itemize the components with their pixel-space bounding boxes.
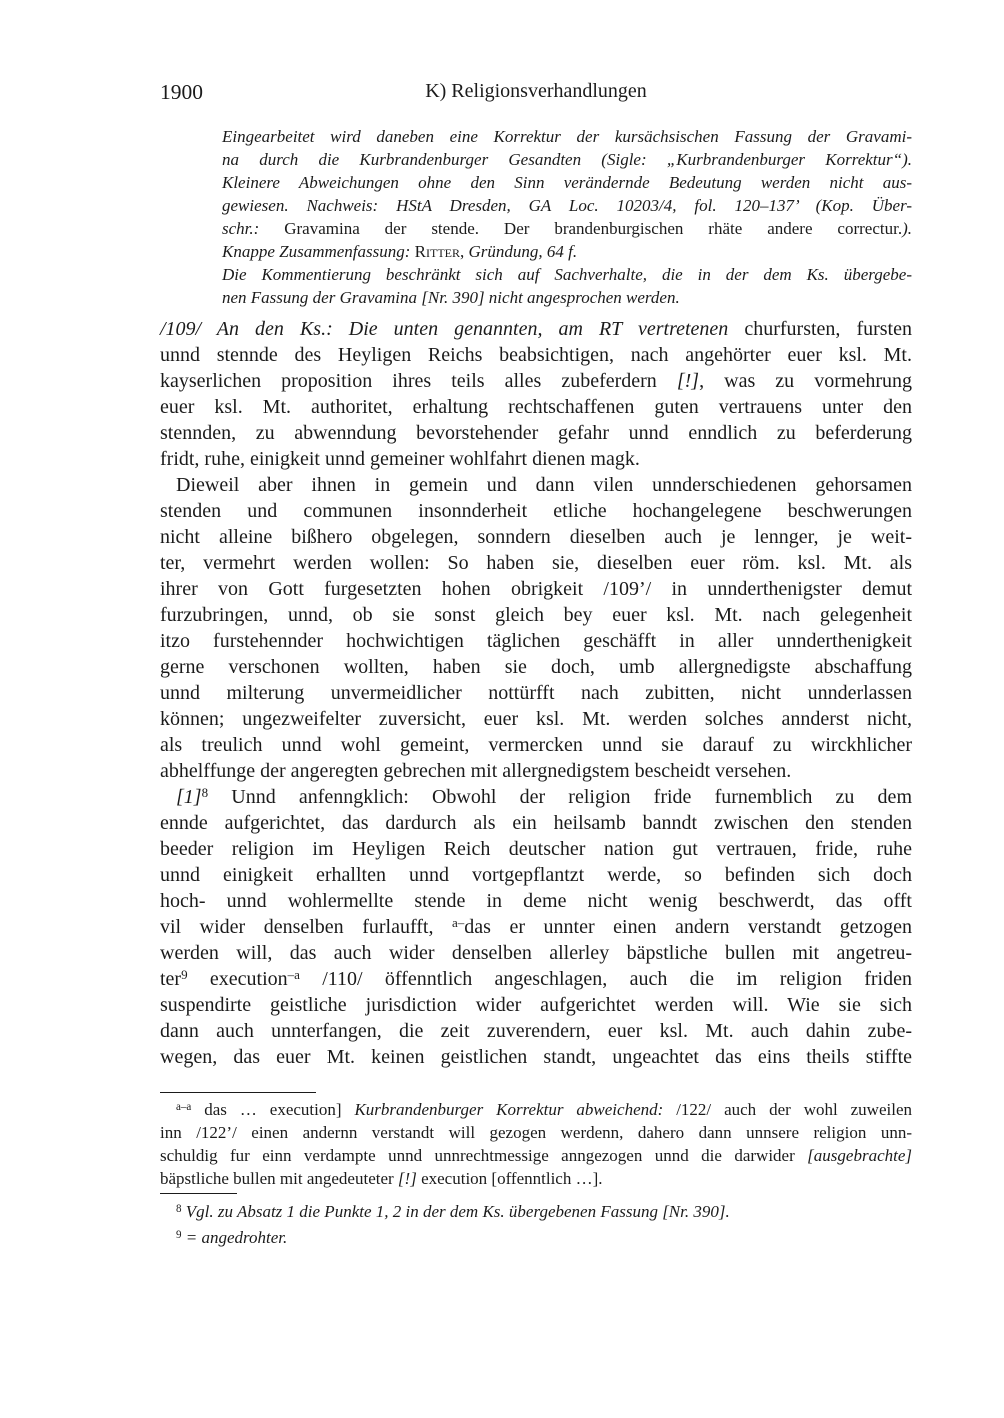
text-line: dann auch unnterfangen, die zeit zuverendern, euer ksl. Mt. auch dahin zube- — [160, 1020, 912, 1042]
text-line: gerne verschonen wollten, haben sie doch, umb allergnedigste abschaffung — [160, 656, 912, 678]
footnote-8 — [160, 1199, 912, 1225]
text-line: ennde aufgerichtet, das dardurch als ein heilsamb banndt zwischen den stenden — [160, 812, 912, 834]
text-line: hoch- unnd wohlermellte stende in deme nicht wenig beschwerdt, das offt — [160, 890, 912, 912]
critical-apparatus-note — [160, 1098, 912, 1190]
text-line: unnd einigkeit erhallten unnd vortgepflantzt werde, so befinden sich doch — [160, 864, 912, 886]
text-line: furzubringen, unnd, ob sie sonst gleich bey euer ksl. Mt. nach gelegenheit — [160, 604, 912, 626]
text-line: Knappe Zusammenfassung: Ritter, Gründung, 64 f. — [222, 242, 578, 261]
paragraph-article-1 — [160, 784, 912, 1070]
editorial-headnote — [222, 125, 912, 309]
text-line: werden will, das auch wider denselben allerley bäpstliche bullen mit angetreu- — [160, 942, 912, 964]
text-line: gewiesen. Nachweis: HStA Dresden, GA Loc. 10203/4, fol. 120–137’ (Kop. Über- — [222, 196, 912, 215]
text-line: kayserlichen proposition ihres teils alles zubeferdern [!], was zu vormehrung — [160, 370, 912, 392]
text-line: unnd stennde des Heyligen Reichs beabsichtigen, nach angehörter euer ksl. Mt. — [160, 344, 912, 366]
text-line: ter, vermehrt werden wollen: So haben sie, dieselben euer röm. ksl. Mt. als — [160, 552, 912, 574]
text-line: /109/ An den Ks.: Die unten genannten, am RT vertretenen churfursten, fursten — [160, 318, 912, 340]
text-line: stenden und communen insonnderheit etliche hochangelegene beschwerungen — [160, 500, 912, 522]
text-line: können; ungezweifelter zuversicht, euer ksl. Mt. werden solches annderst nicht, — [160, 708, 912, 730]
paragraph-dieweil — [160, 472, 912, 784]
text-line: $^8$ Vgl. zu Absatz 1 die Punkte 1, 2 in der dem Ks. übergebenen Fassung [Nr. 390]. — [176, 1202, 730, 1221]
text-line: schuldig fur einn verdampte unnd unnrechtmessige anngezogen unnd die darwider [ausgebrachte] — [160, 1146, 912, 1165]
text-line: euer ksl. Mt. authoritet, erhaltung rechtschaffenen guten vertrauens unter den — [160, 396, 912, 418]
text-line: bäpstliche bullen mit angedeuteter [!] execution [offenntlich …]. — [160, 1169, 603, 1188]
text-line: na durch die Kurbrandenburger Gesandten (Sigle: „Kurbrandenburger Korrektur“). — [222, 150, 912, 169]
text-line: ter$^9$ execution$^{-a}$ /110/ öffenntlich angeschlagen, auch die im religion friden — [160, 967, 912, 990]
document-body — [160, 316, 912, 1070]
footnote-separator-rule — [160, 1193, 237, 1194]
text-line: itzo furstehennder hochwichtigen täglichen geschäfft in aller unnderthenigkeit — [160, 630, 912, 652]
text-line: stennden, zu abwenndung bevorstehender gefahr unnd enndlich zu beferderung — [160, 422, 912, 444]
text-line: $^{a-a}$ das … execution] Kurbrandenburger Korrektur abweichend: /122/ auch der wohl zuweilen — [176, 1100, 912, 1119]
running-header: K) Religionsverhandlungen — [425, 80, 647, 102]
text-line: abhelffunge der angeregten gebrechen mit allergnedigstem bescheidt versehen. — [160, 760, 792, 782]
text-line: Dieweil aber ihnen in gemein und dann vilen unnderschiedenen gehorsamen — [176, 474, 912, 496]
text-line: fridt, ruhe, einigkeit unnd gemeiner wohlfahrt dienen magk. — [160, 448, 640, 470]
text-line: Kleinere Abweichungen ohne den Sinn verändernde Bedeutung werden nicht aus- — [222, 173, 912, 192]
apparatus-separator-rule — [160, 1092, 316, 1093]
text-line: vil wider denselben furlaufft, $^{a-}$das er unnter einen andern verstandt getzogen — [160, 915, 912, 938]
text-line: nicht alleine bißhero obgelegen, sonndern dieselben auch je lennger, je weit- — [160, 526, 912, 548]
text-line: schr.: Gravamina der stende. Der brandenburgischen rhäte andere correctur.). — [222, 219, 912, 238]
paragraph-preamble — [160, 316, 912, 472]
text-line: ihrer von Gott furgesetzten hohen obrigkeit /109’/ in unnderthenigster demut — [160, 578, 912, 600]
page-number: 1900 — [160, 80, 203, 104]
text-line: inn /122’/ einen andernn verstandt will gezogen werdenn, dahero dann unnsere religion unn- — [160, 1123, 912, 1142]
text-line: beeder religion im Heyligen Reich deutscher nation gut vertrauen, fride, ruhe — [160, 838, 912, 860]
text-line: unnd milterung unvermeidlicher nottürfft nach zubitten, nicht unnderlassen — [160, 682, 912, 704]
footnote-block — [160, 1199, 912, 1251]
footnote-9 — [160, 1225, 912, 1251]
text-line: suspendirte geistliche jurisdiction wider aufgerichtet werden will. Wie sie sich — [160, 994, 912, 1016]
text-line: Die Kommentierung beschränkt sich auf Sachverhalte, die in der dem Ks. übergebe- — [222, 265, 912, 284]
text-line: als treulich unnd wohl gemeint, vermercken unnd sie darauf zu wirckhlicher — [160, 734, 912, 756]
text-line: $^9$ = angedrohter. — [176, 1228, 288, 1247]
text-line: Eingearbeitet wird daneben eine Korrektur der kursächsischen Fassung der Gravami- — [222, 127, 912, 146]
text-line: $[1]^8$ Unnd anfenngklich: Obwohl der religion fride furnemblich zu dem — [176, 785, 912, 808]
text-line: wegen, das euer Mt. keinen geistlichen standt, ungeachtet das eins theils stiffte — [160, 1046, 912, 1068]
text-line: nen Fassung der Gravamina [Nr. 390] nicht angesprochen werden. — [222, 288, 680, 307]
page-header — [160, 80, 912, 108]
